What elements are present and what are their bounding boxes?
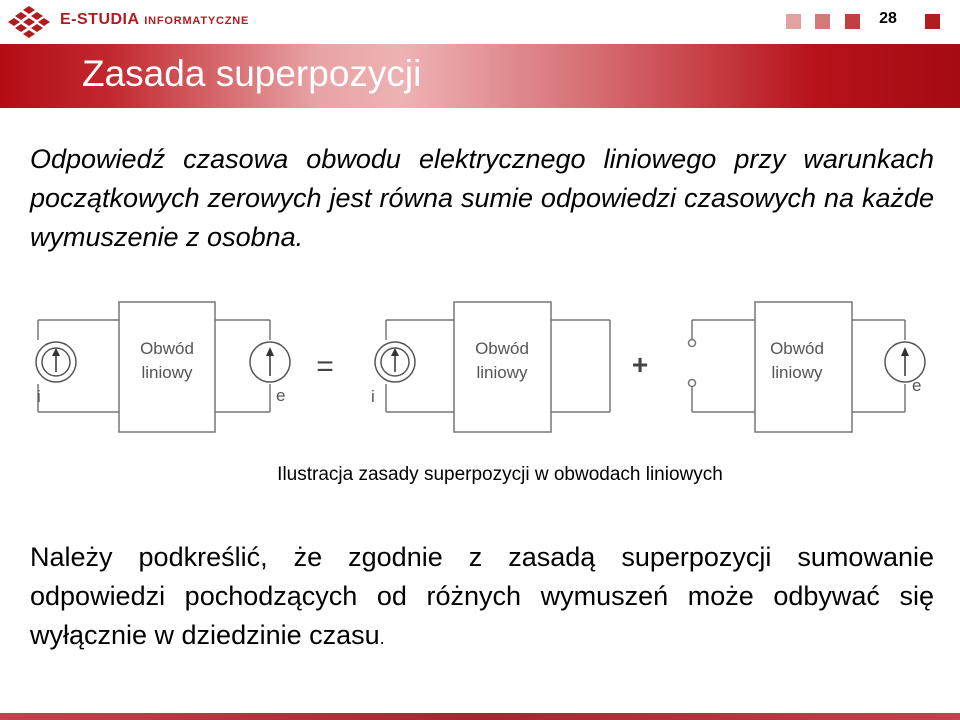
- label-e: e: [912, 376, 922, 395]
- bottom-bar: [0, 713, 960, 720]
- block-label: liniowy: [771, 363, 823, 382]
- brand-main: E-STUDIA: [60, 11, 140, 28]
- square-icon-1: [786, 14, 801, 29]
- brand-sub: INFORMATYCZNE: [144, 15, 250, 27]
- paragraph-note-end: .: [379, 628, 385, 648]
- title-bar: [0, 44, 960, 108]
- plus-sign: +: [631, 349, 649, 380]
- page-number: 28: [879, 10, 897, 27]
- square-icon-4: [925, 14, 940, 29]
- diagram-caption: Ilustracja zasady superpozycji w obwodach liniowych: [277, 464, 723, 485]
- logo-icon: [8, 4, 50, 38]
- brand-name: [60, 11, 249, 29]
- slide-title: Zasada superpozycji: [82, 53, 422, 94]
- label-i: i: [371, 387, 375, 406]
- block-label: Obwód: [770, 339, 824, 358]
- voltage-source-icon: [250, 342, 290, 382]
- label-i: i: [37, 387, 41, 406]
- paragraph-definition: Odpowiedź czasowa obwodu elektrycznego liniowego przy warunkach początkowych zerowych jest równa sumie odpowiedzi czasowych na każde wymuszenie z osobna.: [30, 144, 934, 252]
- block-label: Obwód: [140, 339, 194, 358]
- square-icon-2: [815, 14, 830, 29]
- equals-sign: =: [316, 350, 334, 383]
- current-source-icon: [36, 342, 76, 382]
- current-source-icon: [375, 342, 415, 382]
- label-e: e: [276, 386, 286, 405]
- block-label: liniowy: [476, 363, 528, 382]
- paragraph-note-text: Należy podkreślić, że zgodnie z zasadą superpozycji sumowanie odpowiedzi pochodzących od różnych wymuszeń może odbywać się wyłącznie w dziedzinie czasu: [30, 542, 934, 650]
- square-icon-3: [845, 14, 860, 29]
- block-label: Obwód: [475, 339, 529, 358]
- superposition-diagram: [0, 290, 960, 440]
- paragraph-note: [30, 538, 934, 658]
- block-label: liniowy: [141, 363, 193, 382]
